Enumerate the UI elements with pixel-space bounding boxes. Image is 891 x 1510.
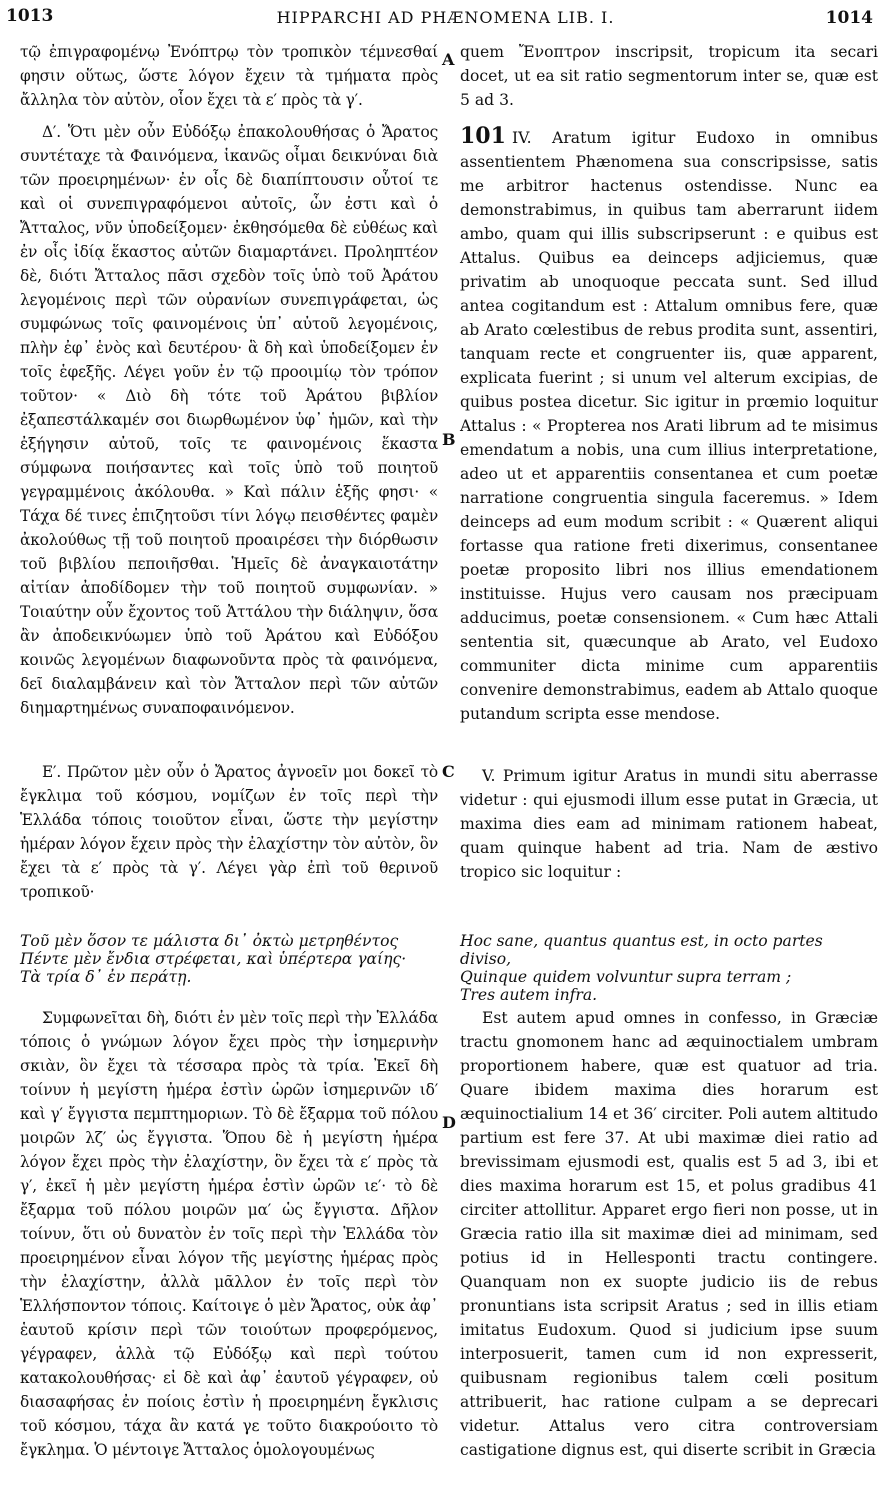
margin-letter-c: C bbox=[442, 762, 455, 781]
latin-paragraph-1: quem Ἔνοπτρον inscripsit, tropicum ita secari docet, ut ea sit ratio segmentorum inter se, quæ est 5 ad 3. bbox=[460, 43, 878, 109]
running-title: HIPPARCHI AD PHÆNOMENA LIB. I. bbox=[276, 8, 615, 27]
latin-paragraph-2: IV. Aratum igitur Eudoxo in omnibus assentientem Phænomena sua conscripsisse, satis me arbitror hactenus ostendisse. Nunc ea demonstrabimus, in quibus tam aberrarunt iidem ambo, quam qui illis subscripserunt : e quibus est Attalus. Quibus ea deinceps adjiciemus, quæ privatim ab unoquoque peccata sunt. Sed illud antea cogitandum est : Attalum omnibus fere, quæ ab Arato cœlestibus de rebus prodita sunt, assentiri, tanquam recte et congruenter iis, quæ apparent, explicata fuerint ; si unum vel alterum excipias, de quibus postea dicetur. Sic igitur in prœmio loquitur Attalus : « Propterea nos Arati librum ad te misimus emendatum a nobis, una cum illius interpretatione, adeo ut et apparentiis consentanea et cum poetæ narratione congruentia singula faceremus. » Idem deinceps ad eum modum scribit : « Quærent aliqui fortasse qua ratione freti dixerimus, consentanee poetæ proposito libri nos illius emendationem instituisse. Hujus vero causam nos præcipuam adducimus, poetæ consensionem. « Cum hæc Attali sententia sit, quæcunque ab Arato, vel Eudoxo communiter dicta minime cum apparentiis convenire demonstrabimus, eadem ab Attalo quoque putandum scripta esse mendose. bbox=[460, 129, 878, 723]
greek-verse-line: Πέντε μὲν ἔνδια στρέφεται, καὶ ὑπέρτερα γαίης· bbox=[20, 950, 407, 968]
latin-paragraph-4: Est autem apud omnes in confesso, in Græciæ tractu gnomonem hanc ad æquinoctialem umbram proportionem habere, quæ est quatuor ad tria. Quare ibidem maxima dies horarum est æquinoctialium 14 et 36′ circiter. Poli autem altitudo partium est fere 37. At ubi maximæ diei ratio ad brevissimam ejusmodi est, qualis est 5 ad 3, ibi et dies maxima horarum est 15, et polus gradibus 41 circiter attollitur. Apparet ergo fieri non posse, ut in Græcia ratio illa sit maximæ diei ad minimam, sed potius id in Hellesponti tractu contingere. Quanquam non ex suopte judicio iis de rebus pronuntians ista scripsit Aratus ; sed in illis etiam imitatus Eudoxum. Quod si judicium ipse suum interposuerit, tamen cum id non expresserit, quibusnam regionibus talem cœli positum attribuerit, hac ratione culpam a se deprecari videtur. Attalus vero citra controversiam castigatione dignus est, qui diserte scribit in Græcia bbox=[460, 1009, 878, 1459]
latin-verse-line: Hoc sane, quantus quantus est, in octo partes diviso, bbox=[460, 932, 823, 968]
section-number: 101 bbox=[460, 123, 506, 149]
latin-paragraph-3: V. Primum igitur Aratus in mundi situ aberrasse videtur : qui ejusmodi illum esse putat in Græcia, ut maxima dies eam ad minimam rationem habeat, quam quinque habent ad tria. Nam de æstivo tropico sic loquitur : bbox=[460, 767, 878, 881]
margin-letter-a: A bbox=[442, 50, 455, 69]
page-number-left: 1013 bbox=[6, 6, 54, 26]
page-header bbox=[0, 6, 891, 34]
margin-letter-d: D bbox=[442, 1113, 456, 1132]
greek-paragraph-2: Δ′. Ὅτι μὲν οὖν Εὐδόξῳ ἐπακολουθήσας ὁ Ἄρατος συντέταχε τὰ Φαινόμενα, ἱκανῶς οἶμαι δεικνύναι διὰ τῶν προειρημένων· ἐν οἷς δὲ διαπίπτουσιν οὗτοί τε καὶ οἱ συνεπιγραφόμενοι αὐτοῖς, ὧν ἐστι καὶ ὁ Ἄτταλος, νῦν ὑποδείξομεν· ἐκθησόμεθα δὲ εὐθέως καὶ ἐν οἷς ἰδίᾳ ἕκαστος αὐτῶν διαμαρτάνει. Προληπτέον δὲ, διότι Ἄτταλος πᾶσι σχεδὸν τοῖς ὑπὸ τοῦ Ἀράτου λεγομένοις περὶ τῶν οὐρανίων συνεπιγράφεται, ὡς συμφώνως τοῖς φαινομένοις ὑπ᾿ αὐτοῦ λεγομένοις, πλὴν ἐφ᾿ ἑνὸς καὶ δευτέρου· ἃ δὴ καὶ ὑποδείξομεν ἐν τοῖς ἑφεξῆς. Λέγει γοῦν ἐν τῷ προοιμίῳ τὸν τρόπον τοῦτον· « Διὸ δὴ τότε τοῦ Ἀράτου βιβλίον ἐξαπεστάλκαμέν σοι διωρθωμένον ὑφ᾿ ἡμῶν, καὶ τὴν ἐξήγησιν αὐτοῦ, τοῖς τε φαινομένοις ἕκαστα σύμφωνα ποιήσαντες καὶ τοῖς ὑπὸ τοῦ ποιητοῦ γεγραμμένοις ἀκόλουθα. » Καὶ πάλιν ἑξῆς φησι· « Τάχα δέ τινες ἐπιζητοῦσι τίνι λόγῳ πεισθέντες φαμὲν ἀκολούθως τῇ τοῦ ποιητοῦ προαιρέσει τὴν διόρθωσιν τοῦ βιβλίου πεποιῆσθαι. Ἡμεῖς δὲ ἀναγκαιοτάτην αἰτίαν ἀποδίδομεν τὴν τοῦ ποιητοῦ συμφωνίαν. » Τοιαύτην οὖν ἔχοντος τοῦ Ἀττάλου τὴν διάληψιν, ὅσα ἂν ἀποδεικνύωμεν ὑπὸ τοῦ Ἀράτου καὶ Εὐδόξου κοινῶς λεγομένων διαφωνοῦντα πρὸς τὰ φαινόμενα, δεῖ διαλαμβάνειν καὶ τὸν Ἄτταλον περὶ τῶν αὐτῶν διημαρτημένως συναποφαινόμενον. bbox=[20, 123, 438, 717]
greek-paragraph-1: τῷ ἐπιγραφομένῳ Ἐνόπτρῳ τὸν τροπικὸν τέμνεσθαί φησιν οὕτως, ὥστε λόγον ἔχειν τὰ τμήματα πρὸς ἄλληλα τὸν αὐτὸν, οἷον ἔχει τὰ ε′ πρὸς τὰ γ′. bbox=[20, 43, 438, 109]
page-number-right: 1014 bbox=[825, 8, 873, 28]
greek-verse-line: Τὰ τρία δ᾿ ἐν περάτῃ. bbox=[20, 968, 192, 986]
greek-paragraph-4: Συμφωνεῖται δὴ, διότι ἐν μὲν τοῖς περὶ τὴν Ἑλλάδα τόποις ὁ γνώμων λόγον ἔχει πρὸς τὴν ἰσημερινὴν σκιὰν, ὃν ἔχει τὰ τέσσαρα πρὸς τὰ τρία. Ἐκεῖ δὴ τοίνυν ἡ μεγίστη ἡμέρα ἐστὶν ὡρῶν ἰσημερινῶν ιδ′ καὶ γ′ ἔγγιστα πεμπτημοριων. Τὸ δὲ ἔξαρμα τοῦ πόλου μοιρῶν λζ′ ὡς ἔγγιστα. Ὅπου δὲ ἡ μεγίστη ἡμέρα λόγον ἔχει πρὸς τὴν ἐλαχίστην, ὃν ἔχει τὰ ε′ πρὸς τὰ γ′, ἐκεῖ ἡ μὲν μεγίστη ἡμέρα ἐστὶν ὡρῶν ιε′· τὸ δὲ ἔξαρμα τοῦ πόλου μοιρῶν μα′ ὡς ἔγγιστα. Δῆλον τοίνυν, ὅτι οὐ δυνατὸν ἐν τοῖς περὶ τὴν Ἑλλάδα τὸν προειρημένον εἶναι λόγον τῆς μεγίστης ἡμέρας πρὸς τὴν ἐλαχίστην, ἀλλὰ μᾶλλον ἐν τοῖς περὶ τὸν Ἑλλήσποντον τόποις. Καίτοιγε ὁ μὲν Ἄρατος, οὐκ ἀφ᾿ ἑαυτοῦ κρίσιν περὶ τῶν τοιούτων προφερόμενος, γέγραφεν, ἀλλὰ τῷ Εὐδόξῳ καὶ περὶ τούτου κατακολουθήσας· εἰ δὲ καὶ ἀφ᾿ ἑαυτοῦ γέγραφεν, οὐ διασαφήσας ἐν ποίοις ἐστὶν ἡ προειρημένη ἔγκλισις τοῦ κόσμου, τάχα ἂν κατά γε τοῦτο διακρούοιτο τὸ ἔγκλημα. Ὁ μέντοιγε Ἄτταλος ὁμολογουμένως bbox=[20, 1009, 438, 1459]
greek-paragraph-3: Ε′. Πρῶτον μὲν οὖν ὁ Ἄρατος ἀγνοεῖν μοι δοκεῖ τὸ ἔγκλιμα τοῦ κόσμου, νομίζων ἐν τοῖς περὶ τὴν Ἑλλάδα τόποις τοιοῦτον εἶναι, ὥστε τὴν μεγίστην ἡμέραν λόγον ἔχειν πρὸς τὴν ἐλαχίστην τὸν αὐτὸν, ὃν ἔχει τὰ ε′ πρὸς τὰ γ′. Λέγει γὰρ ἐπὶ τοῦ θερινοῦ τροπικοῦ· bbox=[20, 763, 438, 901]
margin-letter-b: B bbox=[442, 430, 456, 449]
latin-verse-line: Quinque quidem volvuntur supra terram ; bbox=[460, 968, 792, 986]
greek-verse-line: Τοῦ μὲν ὅσον τε μάλιστα δι᾿ ὀκτὼ μετρηθέντος bbox=[20, 932, 399, 950]
latin-verse-line: Tres autem infra. bbox=[460, 986, 598, 1004]
